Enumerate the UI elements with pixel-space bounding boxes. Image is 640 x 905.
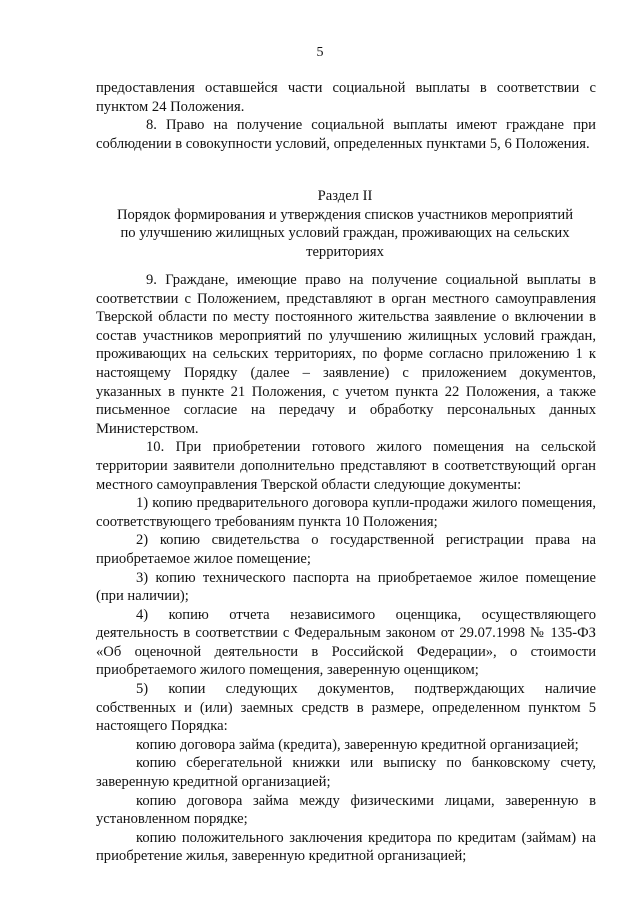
sub-item-4: копию положительного заключения кредитора по кредитам (займам) на приобретение жилья, заверенную кредитной организацией;	[96, 829, 596, 865]
paragraph-10: 10. При приобретении готового жилого помещения на сельской территории заявители дополнительно представляют в соответствующий орган местного самоуправления Тверской области следующие документы:	[96, 439, 596, 493]
sub-item-2: копию сберегательной книжки или выписку по банковскому счету, заверенную кредитной организацией;	[96, 755, 596, 791]
sub-item-3: копию договора займа между физическими лицами, заверенную в установленном порядке;	[96, 792, 596, 828]
section-heading	[90, 187, 600, 261]
body-text	[96, 271, 596, 866]
paragraph-9: 9. Граждане, имеющие право на получение социальной выплаты в соответствии с Положением, представляют в орган местного самоуправления Тверской области по месту постоянного жительства заявление о включении в состав участников мероприятий по улучшению жилищных условий граждан, проживающих на сельских территориях, по форме согласно приложению 1 к настоящему Порядку (далее – заявление) с приложением документов, указанных в пункте 21 Положения, с учетом пункта 22 Положения, а также письменное согласие на передачу и обработку персональных данных Министерством.	[96, 272, 596, 437]
list-item-2: 2) копию свидетельства о государственной регистрации права на приобретаемое жилое помещение;	[96, 532, 596, 567]
section-subtitle-line-2: по улучшению жилищных условий граждан, проживающих на сельских	[120, 225, 570, 242]
page-number: 5	[316, 45, 324, 60]
section-title: Раздел II	[317, 188, 373, 204]
list-item-4: 4) копию отчета независимого оценщика, осуществляющего деятельность в соответствии с Федеральным законом от 29.07.1998 № 135-ФЗ «Об оценочной деятельности в Российской Федерации», о стоимости приобретаемого жилого помещения, заверенную оценщиком;	[96, 606, 596, 679]
list-item-1: 1) копию предварительного договора купли-продажи жилого помещения, соответствующего требованиям пункта 10 Положения;	[96, 495, 596, 530]
section-subtitle-line-1: Порядок формирования и утверждения списков участников мероприятий	[116, 206, 574, 223]
list-item-5: 5) копии следующих документов, подтверждающих наличие собственных и (или) заемных средств в размере, определенном пунктом 5 настоящего Порядка:	[96, 681, 596, 735]
top-paragraphs	[96, 79, 596, 153]
continuation-paragraph: предоставления оставшейся части социальной выплаты в соответствии с пунктом 24 Положения.	[96, 80, 596, 115]
list-item-3: 3) копию технического паспорта на приобретаемое жилое помещение (при наличии);	[96, 569, 596, 605]
paragraph-8: 8. Право на получение социальной выплаты имеют граждане при соблюдении в совокупности условий, определенных пунктами 5, 6 Положения.	[96, 117, 596, 152]
sub-item-1: копию договора займа (кредита), заверенную кредитной организацией;	[136, 736, 579, 753]
section-subtitle-line-3: территориях	[306, 243, 384, 260]
